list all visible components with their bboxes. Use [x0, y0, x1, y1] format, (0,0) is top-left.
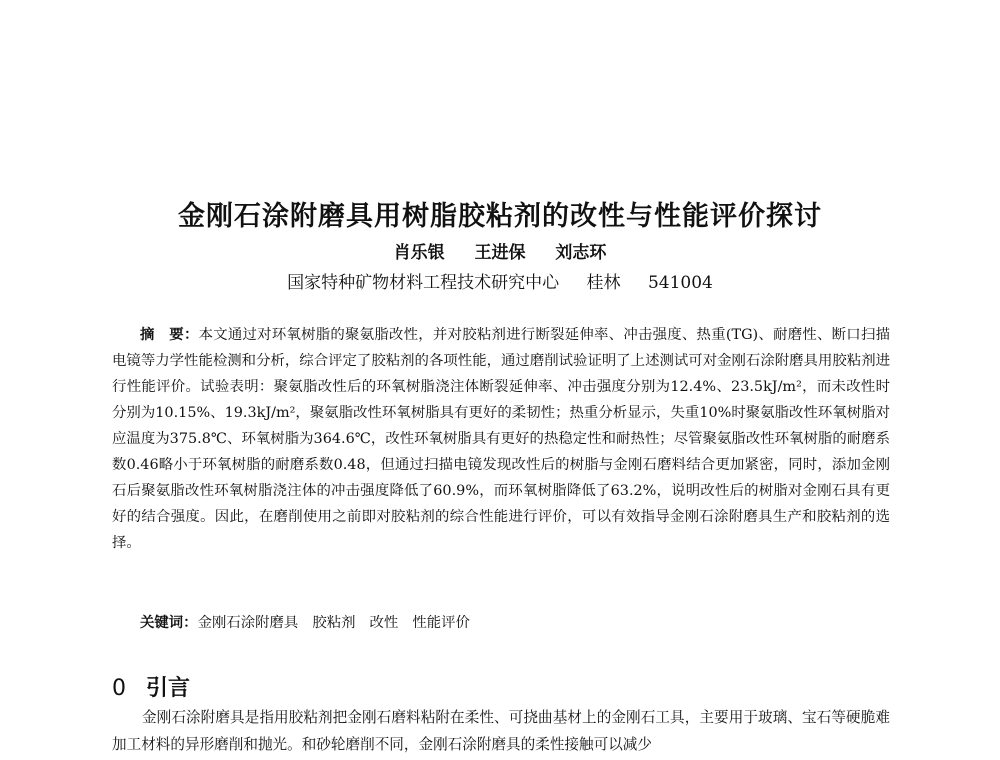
keyword: 性能评价 [412, 615, 470, 631]
author-list [0, 238, 1000, 263]
keywords-label: 关键词： [140, 615, 198, 631]
abstract-text: 本文通过对环氧树脂的聚氨脂改性，并对胶粘剂进行断裂延伸率、冲击强度、热重(TG)、耐磨性、断口扫描电镜等力学性能检测和分析，综合评定了胶粘剂的各项性能，通过磨削试验证明了上述测试可对金刚石涂附磨具用胶粘剂进行性能评价。试验表明：聚氨脂改性后的环氧树脂浇注体断裂延伸率、冲击强度分别为12.4%、23.5kJ/m²，而未改性时分别为10.15%、19.3kJ/m²，聚氨脂改性环氧树脂具有更好的柔韧性；热重分析显示，失重10%时聚氨脂改性环氧树脂对应温度为375.8℃、环氧树脂为364.6℃，改性环氧树脂具有更好的热稳定性和耐热性；尽管聚氨脂改性环氧树脂的耐磨系数0.46略小于环氧树脂的耐磨系数0.48，但通过扫描电镜发现改性后的树脂与金刚石磨料结合更加紧密，同时，添加金刚石后聚氨脂改性环氧树脂浇注体的冲击强度降低了60.9%，而环氧树脂降低了63.2%，说明改性后的树脂对金刚石具有更好的结合强度。因此，在磨削使用之前即对胶粘剂的综合性能进行评价，可以有效指导金刚石涂附磨具生产和胶粘剂的选择。 [112, 327, 890, 551]
abstract [112, 322, 890, 556]
author-name: 刘志环 [555, 243, 607, 263]
section-heading [112, 671, 190, 702]
affiliation [0, 268, 1000, 293]
section-number: 0 [112, 676, 126, 701]
keywords [140, 610, 890, 636]
section-title: 引言 [146, 675, 191, 701]
affiliation-postcode: 541004 [647, 273, 713, 293]
abstract-label: 摘 要： [140, 327, 199, 343]
keyword: 改性 [369, 615, 399, 631]
intro-paragraph: 金刚石涂附磨具是指用胶粘剂把金刚石磨料粘附在柔性、可挠曲基材上的金刚石工具，主要用于玻璃、宝石等硬脆难加工材料的异形磨削和抛光。和砂轮磨削不同，金刚石涂附磨具的柔性接触可以减少 [112, 709, 890, 753]
author-name: 王进保 [474, 243, 526, 263]
affiliation-org: 国家特种矿物材料工程技术研究中心 [287, 273, 560, 293]
paper-title: 金刚石涂附磨具用树脂胶粘剂的改性与性能评价探讨 [178, 201, 822, 232]
affiliation-city: 桂林 [586, 273, 621, 293]
author-name: 肖乐银 [393, 243, 445, 263]
keyword: 金刚石涂附磨具 [197, 615, 299, 631]
keyword: 胶粘剂 [312, 615, 356, 631]
